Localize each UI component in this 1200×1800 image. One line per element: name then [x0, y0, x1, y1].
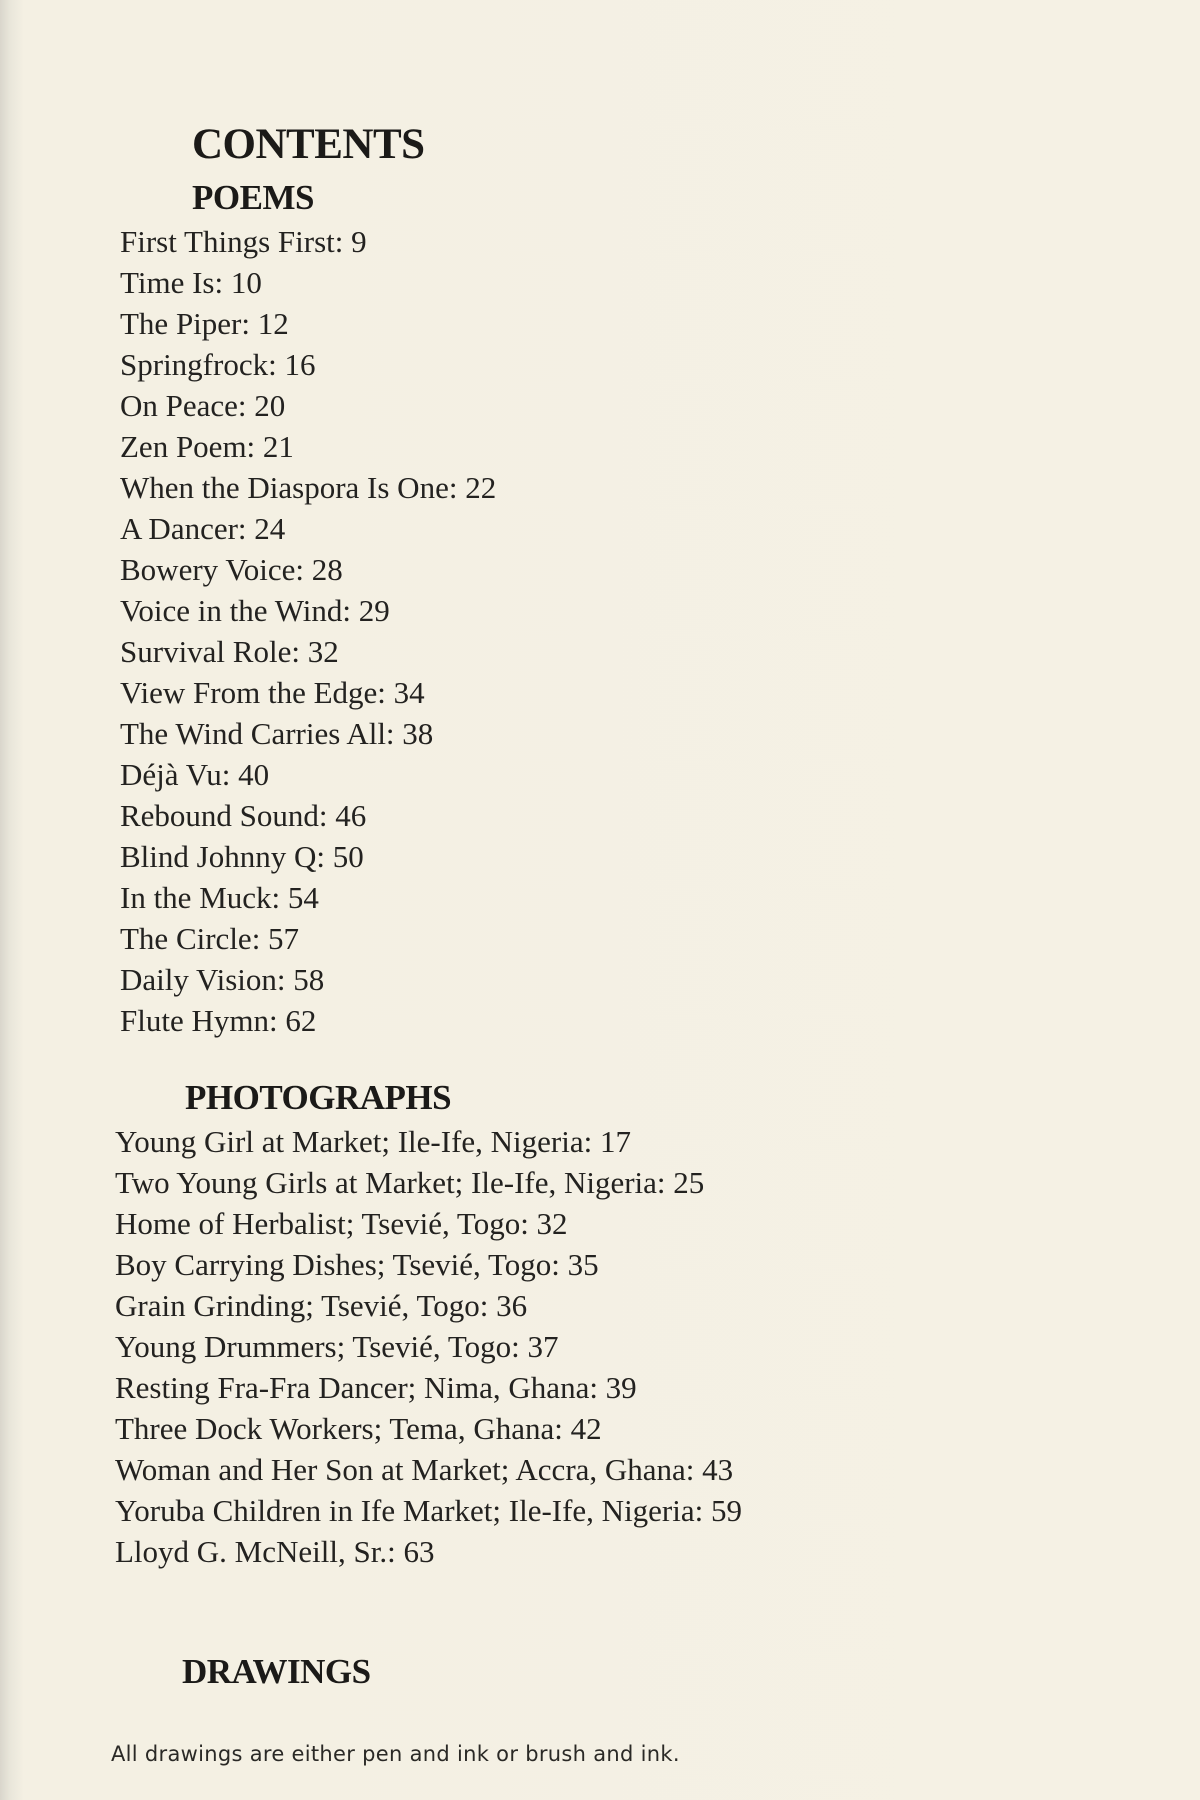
list-item: On Peace: 20 [120, 388, 286, 423]
photographs-heading: PHOTOGRAPHS [185, 1078, 452, 1117]
list-item: The Circle: 57 [120, 921, 300, 956]
list-item: View From the Edge: 34 [120, 675, 425, 710]
list-item: Blind Johnny Q: 50 [120, 839, 364, 874]
list-item: Lloyd G. McNeill, Sr.: 63 [115, 1534, 435, 1569]
list-item: Déjà Vu: 40 [120, 757, 270, 792]
list-item: Three Dock Workers; Tema, Ghana: 42 [115, 1411, 602, 1446]
list-item: When the Diaspora Is One: 22 [120, 470, 497, 505]
list-item: Bowery Voice: 28 [120, 552, 343, 587]
list-item: Daily Vision: 58 [120, 962, 325, 997]
list-item: Springfrock: 16 [120, 347, 316, 382]
list-item: Voice in the Wind: 29 [120, 593, 390, 628]
list-item: Two Young Girls at Market; Ile-Ife, Nigeria: 25 [115, 1165, 705, 1200]
list-item: Zen Poem: 21 [120, 429, 294, 464]
list-item: Time Is: 10 [120, 265, 262, 300]
list-item: A Dancer: 24 [120, 511, 286, 546]
contents-title: CONTENTS [192, 121, 425, 168]
list-item: Young Girl at Market; Ile-Ife, Nigeria: 17 [115, 1124, 631, 1159]
poems-heading: POEMS [192, 178, 314, 217]
list-item: First Things First: 9 [120, 224, 367, 259]
list-item: Grain Grinding; Tsevié, Togo: 36 [115, 1288, 528, 1323]
list-item: The Piper: 12 [120, 306, 289, 341]
list-item: Survival Role: 32 [120, 634, 339, 669]
list-item: Young Drummers; Tsevié, Togo: 37 [115, 1329, 559, 1364]
list-item: Flute Hymn: 62 [120, 1003, 317, 1038]
list-item: Boy Carrying Dishes; Tsevié, Togo: 35 [115, 1247, 599, 1282]
list-item: Woman and Her Son at Market; Accra, Ghana: 43 [115, 1452, 734, 1487]
drawings-heading: DRAWINGS [182, 1652, 371, 1691]
list-item: Home of Herbalist; Tsevié, Togo: 32 [115, 1206, 568, 1241]
list-item: The Wind Carries All: 38 [120, 716, 434, 751]
list-item: Yoruba Children in Ife Market; Ile-Ife, Nigeria: 59 [115, 1493, 742, 1528]
list-item: Resting Fra-Fra Dancer; Nima, Ghana: 39 [115, 1370, 637, 1405]
list-item: Rebound Sound: 46 [120, 798, 367, 833]
drawings-note: All drawings are either pen and ink or brush and ink. [111, 1742, 680, 1766]
list-item: In the Muck: 54 [120, 880, 319, 915]
